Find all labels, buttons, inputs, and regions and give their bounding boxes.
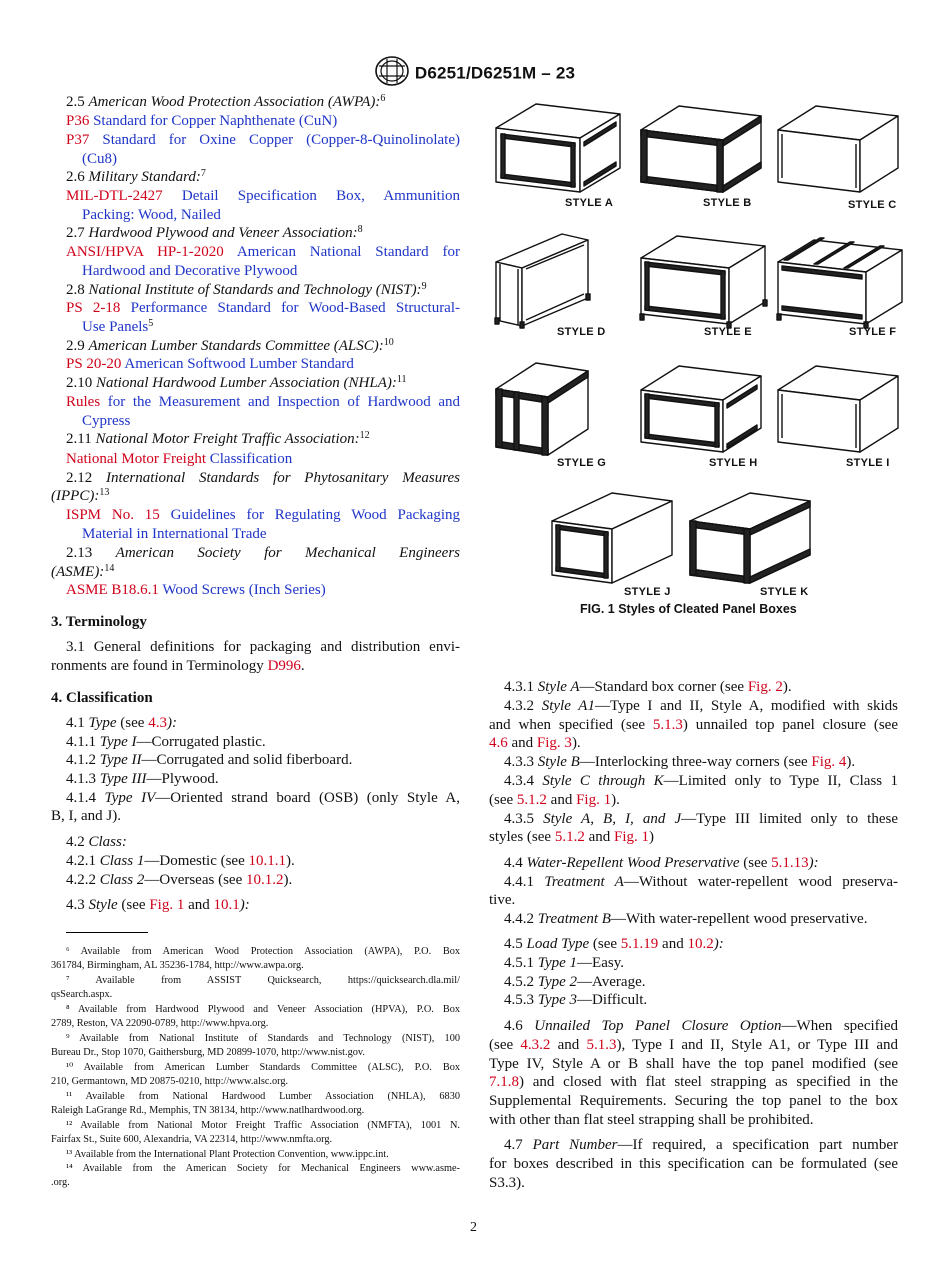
footnote: ⁷ Available from ASSIST Quicksearch, https://quicksearch.dla.mil/ [66,975,460,986]
clause-4-3: 4.3 Style (see Fig. 1 and 10.1): [66,897,250,913]
astm-logo-icon [375,56,409,91]
box-style-f [774,228,906,330]
clause-4-6-cont: Type IV, Style A or B shall have the top panel modified (see [489,1056,898,1072]
clause-4-7: 4.7 Part Number—If required, a specification part number [504,1137,898,1153]
ref-item[interactable]: National Motor Freight Classification [66,451,293,467]
standard-code: D6251/D6251M – 23 [414,63,576,83]
footnote: ¹² Available from National Motor Freight Traffic Association (NMFTA), 1001 N. [66,1120,460,1131]
style-label: STYLE J [624,586,671,598]
clause-4-2-2: 4.2.2 Class 2—Overseas (see 10.1.2). [66,872,293,888]
clause-4-3-2-cont: and when specified (see 5.1.3) unnailed top panel closure (see [489,717,898,733]
footnote: ¹⁰ Available from American Lumber Standards Committee (ALSC), P.O. Box [66,1062,460,1073]
ref-heading: 2.11 National Motor Freight Traffic Association:$^{12}$ [66,430,370,447]
style-label: STYLE B [703,197,752,209]
ref-heading: 2.10 National Hardwood Lumber Association (NHLA):$^{11}$ [66,374,407,391]
ref-heading-cont: (IPPC):$^{13}$ [51,487,110,504]
clause-4-3-4: 4.3.4 Style C through K—Limited only to Type II, Class 1 [504,773,899,789]
ref-item-cont[interactable]: Material in International Trade [82,526,267,542]
clause-4-4-1: 4.4.1 Treatment A—Without water-repellent wood preserva- [504,874,899,890]
clause-4-1-3: 4.1.3 Type III—Plywood. [66,771,219,787]
footnote-cont: Raleigh LaGrange Rd., Memphis, TN 38134, http://www.natlhardwood.org. [51,1105,365,1116]
clause-4-1-2: 4.1.2 Type II—Corrugated and solid fiberboard. [66,752,353,768]
clause-4-1: 4.1 Type (see 4.3): [66,715,177,731]
footnote-cont: 210, Germantown, MD 20875-0210, http://www.alsc.org. [51,1076,289,1087]
style-label: STYLE E [704,326,752,338]
box-style-a [492,98,624,196]
style-label: STYLE C [848,199,897,211]
footnote-cont: qsSearch.aspx. [51,989,113,1000]
box-style-b [637,100,765,196]
footnote-cont: Fairfax St., Suite 600, Alexandria, VA 22314, http://www.nmfta.org. [51,1134,333,1145]
ref-heading: 2.6 Military Standard:$^7$ [66,168,206,185]
figure-caption: FIG. 1 Styles of Cleated Panel Boxes [580,602,797,616]
ref-item-cont[interactable]: (Cu8) [82,151,117,167]
box-style-e [637,228,769,330]
box-style-j [548,487,676,587]
ref-heading: 2.8 National Institute of Standards and Technology (NIST):$^9$ [66,281,427,298]
ref-item[interactable]: PS 2-18 Performance Standard for Wood-Based Structural- [66,300,461,316]
ref-item[interactable]: MIL-DTL-2427 Detail Specification Box, Ammunition [66,188,461,204]
ref-item-cont[interactable]: Packing: Wood, Nailed [82,207,221,223]
box-style-h [637,360,765,456]
page-number: 2 [470,1220,477,1235]
terminology-para: 3.1 General definitions for packaging and distribution envi- [66,639,460,655]
ref-item[interactable]: ANSI/HPVA HP-1-2020 American National Standard for [66,244,460,260]
section-heading-terminology: 3. Terminology [51,614,147,630]
footnote-cont: 361784, Birmingham, AL 35236-1784, http://www.awpa.org. [51,960,304,971]
ref-heading: 2.5 American Wood Protection Association (AWPA):$^6$ [66,93,386,110]
clause-4-3-2-cont2: 4.6 and Fig. 3). [489,735,581,751]
footnote: ⁹ Available from National Institute of Standards and Technology (NIST), 100 [66,1033,460,1044]
clause-4-3-3: 4.3.3 Style B—Interlocking three-way corners (see Fig. 4). [504,754,856,770]
box-style-d [492,228,620,330]
footnote-cont: .org. [51,1177,70,1188]
clause-4-6: 4.6 Unnailed Top Panel Closure Option—When specified [504,1018,898,1034]
style-label: STYLE F [849,326,897,338]
clause-4-1-4: 4.1.4 Type IV—Oriented strand board (OSB) (only Style A, [66,790,461,806]
style-label: STYLE K [760,586,809,598]
clause-4-1-1: 4.1.1 Type I—Corrugated plastic. [66,734,266,750]
clause-4-3-1: 4.3.1 Style A—Standard box corner (see Fig. 2). [504,679,792,695]
ref-item[interactable]: P37 Standard for Oxine Copper (Copper-8-Quinolinolate) [66,132,461,148]
ref-link[interactable]: D996 [267,658,301,674]
style-label: STYLE I [846,457,890,469]
ref-item[interactable]: ISPM No. 15 Guidelines for Regulating Wood Packaging [66,507,460,523]
clause-4-6-cont: (see 4.3.2 and 5.1.3), Type I and II, Style A1, or Type III and [489,1037,898,1053]
footnote-cont: Bureau Dr., Stop 1070, Gaithersburg, MD 20899-1070, http://www.nist.gov. [51,1047,365,1058]
clause-4-4-1-cont: tive. [489,892,516,908]
clause-4-4-2: 4.4.2 Treatment B—With water-repellent wood preservative. [504,911,868,927]
clause-4-3-2: 4.3.2 Style A1—Type I and II, Style A, modified with skids [504,698,898,714]
clause-4-6-cont: with other than flat steel strapping shall be prohibited. [489,1112,814,1128]
section-heading-classification: 4. Classification [51,690,153,706]
style-label: STYLE H [709,457,758,469]
clause-4-5-3: 4.5.3 Type 3—Difficult. [504,992,648,1008]
terminology-para-cont: ronments are found in Terminology D996. [51,658,305,674]
footnote-cont: 2789, Reston, VA 22090-0789, http://www.hpva.org. [51,1018,269,1029]
clause-4-3-4-cont: (see 5.1.2 and Fig. 1). [489,792,620,808]
footnote: ⁶ Available from American Wood Protection Association (AWPA), P.O. Box [66,946,460,957]
ref-item[interactable]: PS 20-20 American Softwood Lumber Standard [66,356,354,372]
style-label: STYLE D [557,326,606,338]
footnote: ⁸ Available from Hardwood Plywood and Veneer Association (HPVA), P.O. Box [66,1004,460,1015]
box-style-i [774,360,902,456]
style-label: STYLE A [565,197,614,209]
clause-4-3-5: 4.3.5 Style A, B, I, and J—Type III limited only to these [504,811,899,827]
ref-item[interactable]: P36 Standard for Copper Naphthenate (CuN) [66,113,338,129]
ref-heading-cont: (ASME):$^{14}$ [51,563,115,580]
ref-item[interactable]: Rules for the Measurement and Inspection of Hardwood and [66,394,461,410]
clause-4-2-1: 4.2.1 Class 1—Domestic (see 10.1.1). [66,853,295,869]
box-style-c [774,100,902,196]
footnote: ¹¹ Available from National Hardwood Lumber Association (NHLA), 6830 [66,1091,460,1102]
style-label: STYLE G [557,457,607,469]
ref-item-cont[interactable]: Hardwood and Decorative Plywood [82,263,298,279]
clause-4-5-1: 4.5.1 Type 1—Easy. [504,955,624,971]
ref-item-cont[interactable]: Cypress [82,413,131,429]
clause-4-7-cont: S3.3). [489,1175,525,1191]
ref-item-cont[interactable]: Use Panels$^5$ [82,318,154,335]
ref-heading: 2.12 International Standards for Phytosanitary Measures [66,470,461,486]
clause-4-6-cont: Supplemental Requirements. Securing the top panel to the box [489,1093,898,1109]
footnote-rule [66,932,148,933]
footnote: ¹³ Available from the International Plant Protection Convention, www.ippc.int. [66,1149,389,1160]
clause-4-7-cont: for boxes described in this specification can be formulated (see [489,1156,898,1172]
box-style-k [686,487,814,587]
clause-4-1-4-cont: B, I, and J). [51,808,121,824]
document-header [0,56,950,91]
ref-item[interactable]: ASME B18.6.1 Wood Screws (Inch Series) [66,582,326,598]
clause-4-4: 4.4 Water-Repellent Wood Preservative (see 5.1.13): [504,855,819,871]
clause-4-5-2: 4.5.2 Type 2—Average. [504,974,646,990]
box-style-g [492,355,624,459]
ref-heading: 2.7 Hardwood Plywood and Veneer Association:$^8$ [66,224,363,241]
ref-heading: 2.13 American Society for Mechanical Engineers [66,545,460,561]
clause-4-2: 4.2 Class: [66,834,127,850]
clause-4-5: 4.5 Load Type (see 5.1.19 and 10.2): [504,936,724,952]
clause-4-3-5-cont: styles (see 5.1.2 and Fig. 1) [489,829,655,845]
footnote: ¹⁴ Available from the American Society for Mechanical Engineers www.asme- [66,1163,460,1174]
ref-heading: 2.9 American Lumber Standards Committee (ALSC):$^{10}$ [66,337,394,354]
clause-4-6-cont: 7.1.8) and closed with flat steel strapping as specified in the [489,1074,898,1090]
